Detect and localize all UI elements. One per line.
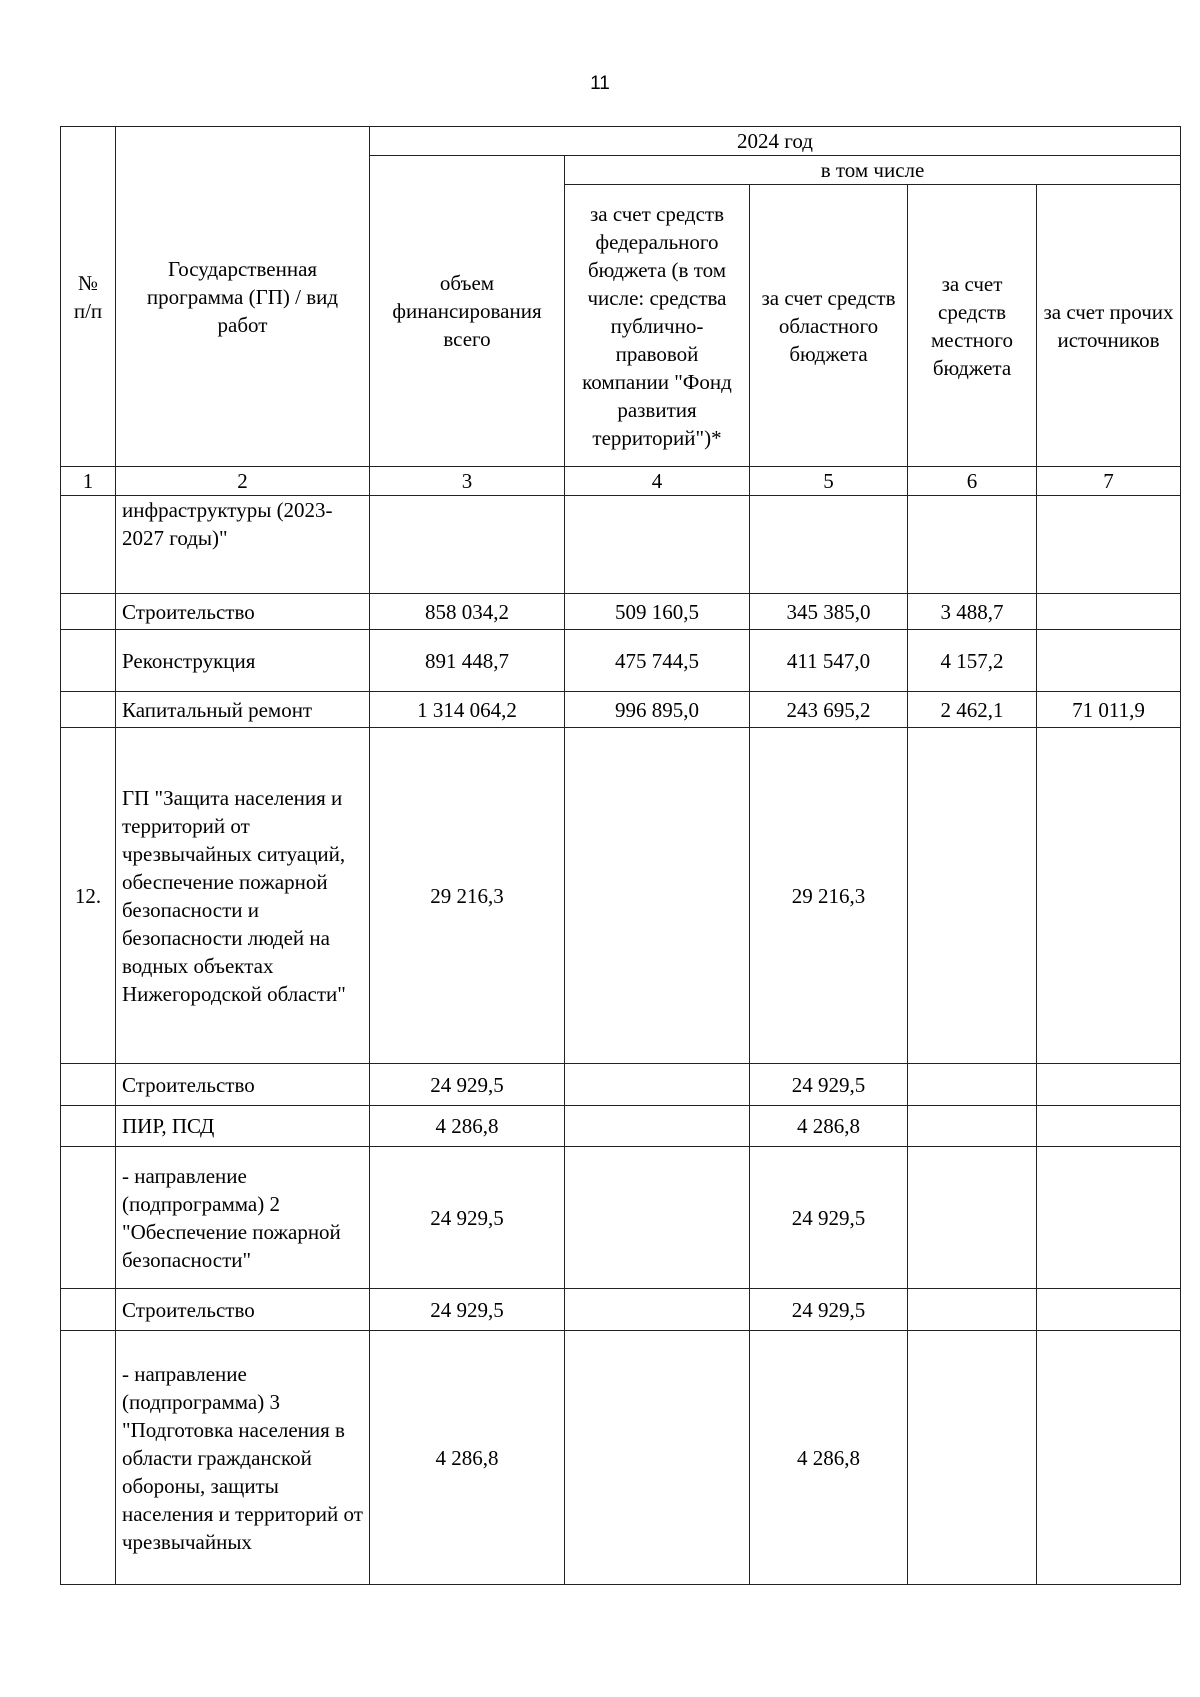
row-total xyxy=(370,496,565,594)
row-federal: 996 895,0 xyxy=(565,692,750,728)
row-total: 4 286,8 xyxy=(370,1106,565,1147)
row-federal xyxy=(565,1147,750,1289)
row-total: 24 929,5 xyxy=(370,1064,565,1106)
row-local xyxy=(908,728,1037,1064)
table-row xyxy=(61,1289,1181,1331)
column-number: 2 xyxy=(116,467,370,496)
row-other xyxy=(1037,728,1181,1064)
header-year: 2024 год xyxy=(370,127,1181,156)
header-incl: в том числе xyxy=(565,156,1181,185)
row-total: 858 034,2 xyxy=(370,594,565,630)
table-row xyxy=(61,1147,1181,1289)
row-regional: 29 216,3 xyxy=(750,728,908,1064)
row-name: Строительство xyxy=(116,594,370,630)
row-local: 3 488,7 xyxy=(908,594,1037,630)
row-local xyxy=(908,1106,1037,1147)
row-num xyxy=(61,692,116,728)
row-federal: 509 160,5 xyxy=(565,594,750,630)
table-row xyxy=(61,1331,1181,1585)
row-regional: 345 385,0 xyxy=(750,594,908,630)
header-col-federal: за счет средств федерального бюджета (в том числе: средства публично-правовой компании "Фонд развития территорий")* xyxy=(565,185,750,467)
header-col-program: Государственная программа (ГП) / вид работ xyxy=(116,127,370,467)
column-number-row xyxy=(61,467,1181,496)
row-other xyxy=(1037,1064,1181,1106)
row-other xyxy=(1037,1147,1181,1289)
column-number: 1 xyxy=(61,467,116,496)
row-other xyxy=(1037,1106,1181,1147)
row-total: 4 286,8 xyxy=(370,1331,565,1585)
row-total: 24 929,5 xyxy=(370,1147,565,1289)
row-name: инфраструктуры (2023-2027 годы)" xyxy=(116,496,370,594)
row-federal: 475 744,5 xyxy=(565,630,750,692)
row-regional: 4 286,8 xyxy=(750,1106,908,1147)
row-name: ПИР, ПСД xyxy=(116,1106,370,1147)
row-local xyxy=(908,1147,1037,1289)
table-row xyxy=(61,1106,1181,1147)
row-num xyxy=(61,1331,116,1585)
row-regional: 24 929,5 xyxy=(750,1147,908,1289)
row-federal xyxy=(565,1331,750,1585)
row-name: Капитальный ремонт xyxy=(116,692,370,728)
row-num xyxy=(61,594,116,630)
column-number: 5 xyxy=(750,467,908,496)
column-number: 7 xyxy=(1037,467,1181,496)
table-row xyxy=(61,594,1181,630)
row-total: 1 314 064,2 xyxy=(370,692,565,728)
row-regional: 243 695,2 xyxy=(750,692,908,728)
row-local: 4 157,2 xyxy=(908,630,1037,692)
row-num xyxy=(61,1289,116,1331)
budget-table xyxy=(60,126,1181,1585)
row-name: Строительство xyxy=(116,1289,370,1331)
row-regional: 24 929,5 xyxy=(750,1289,908,1331)
header-col-regional: за счет средств областного бюджета xyxy=(750,185,908,467)
row-name: ГП "Защита населения и территорий от чрезвычайных ситуаций, обеспечение пожарной безопасности и безопасности людей на водных объектах Нижегородской области" xyxy=(116,728,370,1064)
row-num xyxy=(61,1147,116,1289)
row-name: Строительство xyxy=(116,1064,370,1106)
row-regional: 4 286,8 xyxy=(750,1331,908,1585)
column-number: 4 xyxy=(565,467,750,496)
column-number: 3 xyxy=(370,467,565,496)
row-federal xyxy=(565,728,750,1064)
row-name: - направление (подпрограмма) 3 "Подготовка населения в области гражданской обороны, защиты населения и территорий от чрезвычайных xyxy=(116,1331,370,1585)
row-regional: 24 929,5 xyxy=(750,1064,908,1106)
table-row xyxy=(61,1064,1181,1106)
row-federal xyxy=(565,496,750,594)
row-num xyxy=(61,630,116,692)
row-federal xyxy=(565,1064,750,1106)
row-total: 24 929,5 xyxy=(370,1289,565,1331)
page-number: 11 xyxy=(590,73,610,94)
row-other xyxy=(1037,630,1181,692)
row-local: 2 462,1 xyxy=(908,692,1037,728)
header-col-other: за счет прочих источников xyxy=(1037,185,1181,467)
row-federal xyxy=(565,1289,750,1331)
header-col-num: № п/п xyxy=(61,127,116,467)
row-num xyxy=(61,496,116,594)
row-other xyxy=(1037,1331,1181,1585)
row-num: 12. xyxy=(61,728,116,1064)
column-number: 6 xyxy=(908,467,1037,496)
header-col-local: за счет средств местного бюджета xyxy=(908,185,1037,467)
table-row xyxy=(61,630,1181,692)
row-other xyxy=(1037,594,1181,630)
row-local xyxy=(908,1331,1037,1585)
row-total: 891 448,7 xyxy=(370,630,565,692)
row-regional: 411 547,0 xyxy=(750,630,908,692)
row-num xyxy=(61,1106,116,1147)
table-row xyxy=(61,728,1181,1064)
row-total: 29 216,3 xyxy=(370,728,565,1064)
row-num xyxy=(61,1064,116,1106)
row-federal xyxy=(565,1106,750,1147)
header-col-total: объем финансирования всего xyxy=(370,156,565,467)
table-row xyxy=(61,692,1181,728)
row-other xyxy=(1037,496,1181,594)
table-row xyxy=(61,496,1181,594)
row-other xyxy=(1037,1289,1181,1331)
row-regional xyxy=(750,496,908,594)
row-name: - направление (подпрограмма) 2 "Обеспечение пожарной безопасности" xyxy=(116,1147,370,1289)
row-other: 71 011,9 xyxy=(1037,692,1181,728)
row-local xyxy=(908,1064,1037,1106)
row-local xyxy=(908,496,1037,594)
row-name: Реконструкция xyxy=(116,630,370,692)
row-local xyxy=(908,1289,1037,1331)
